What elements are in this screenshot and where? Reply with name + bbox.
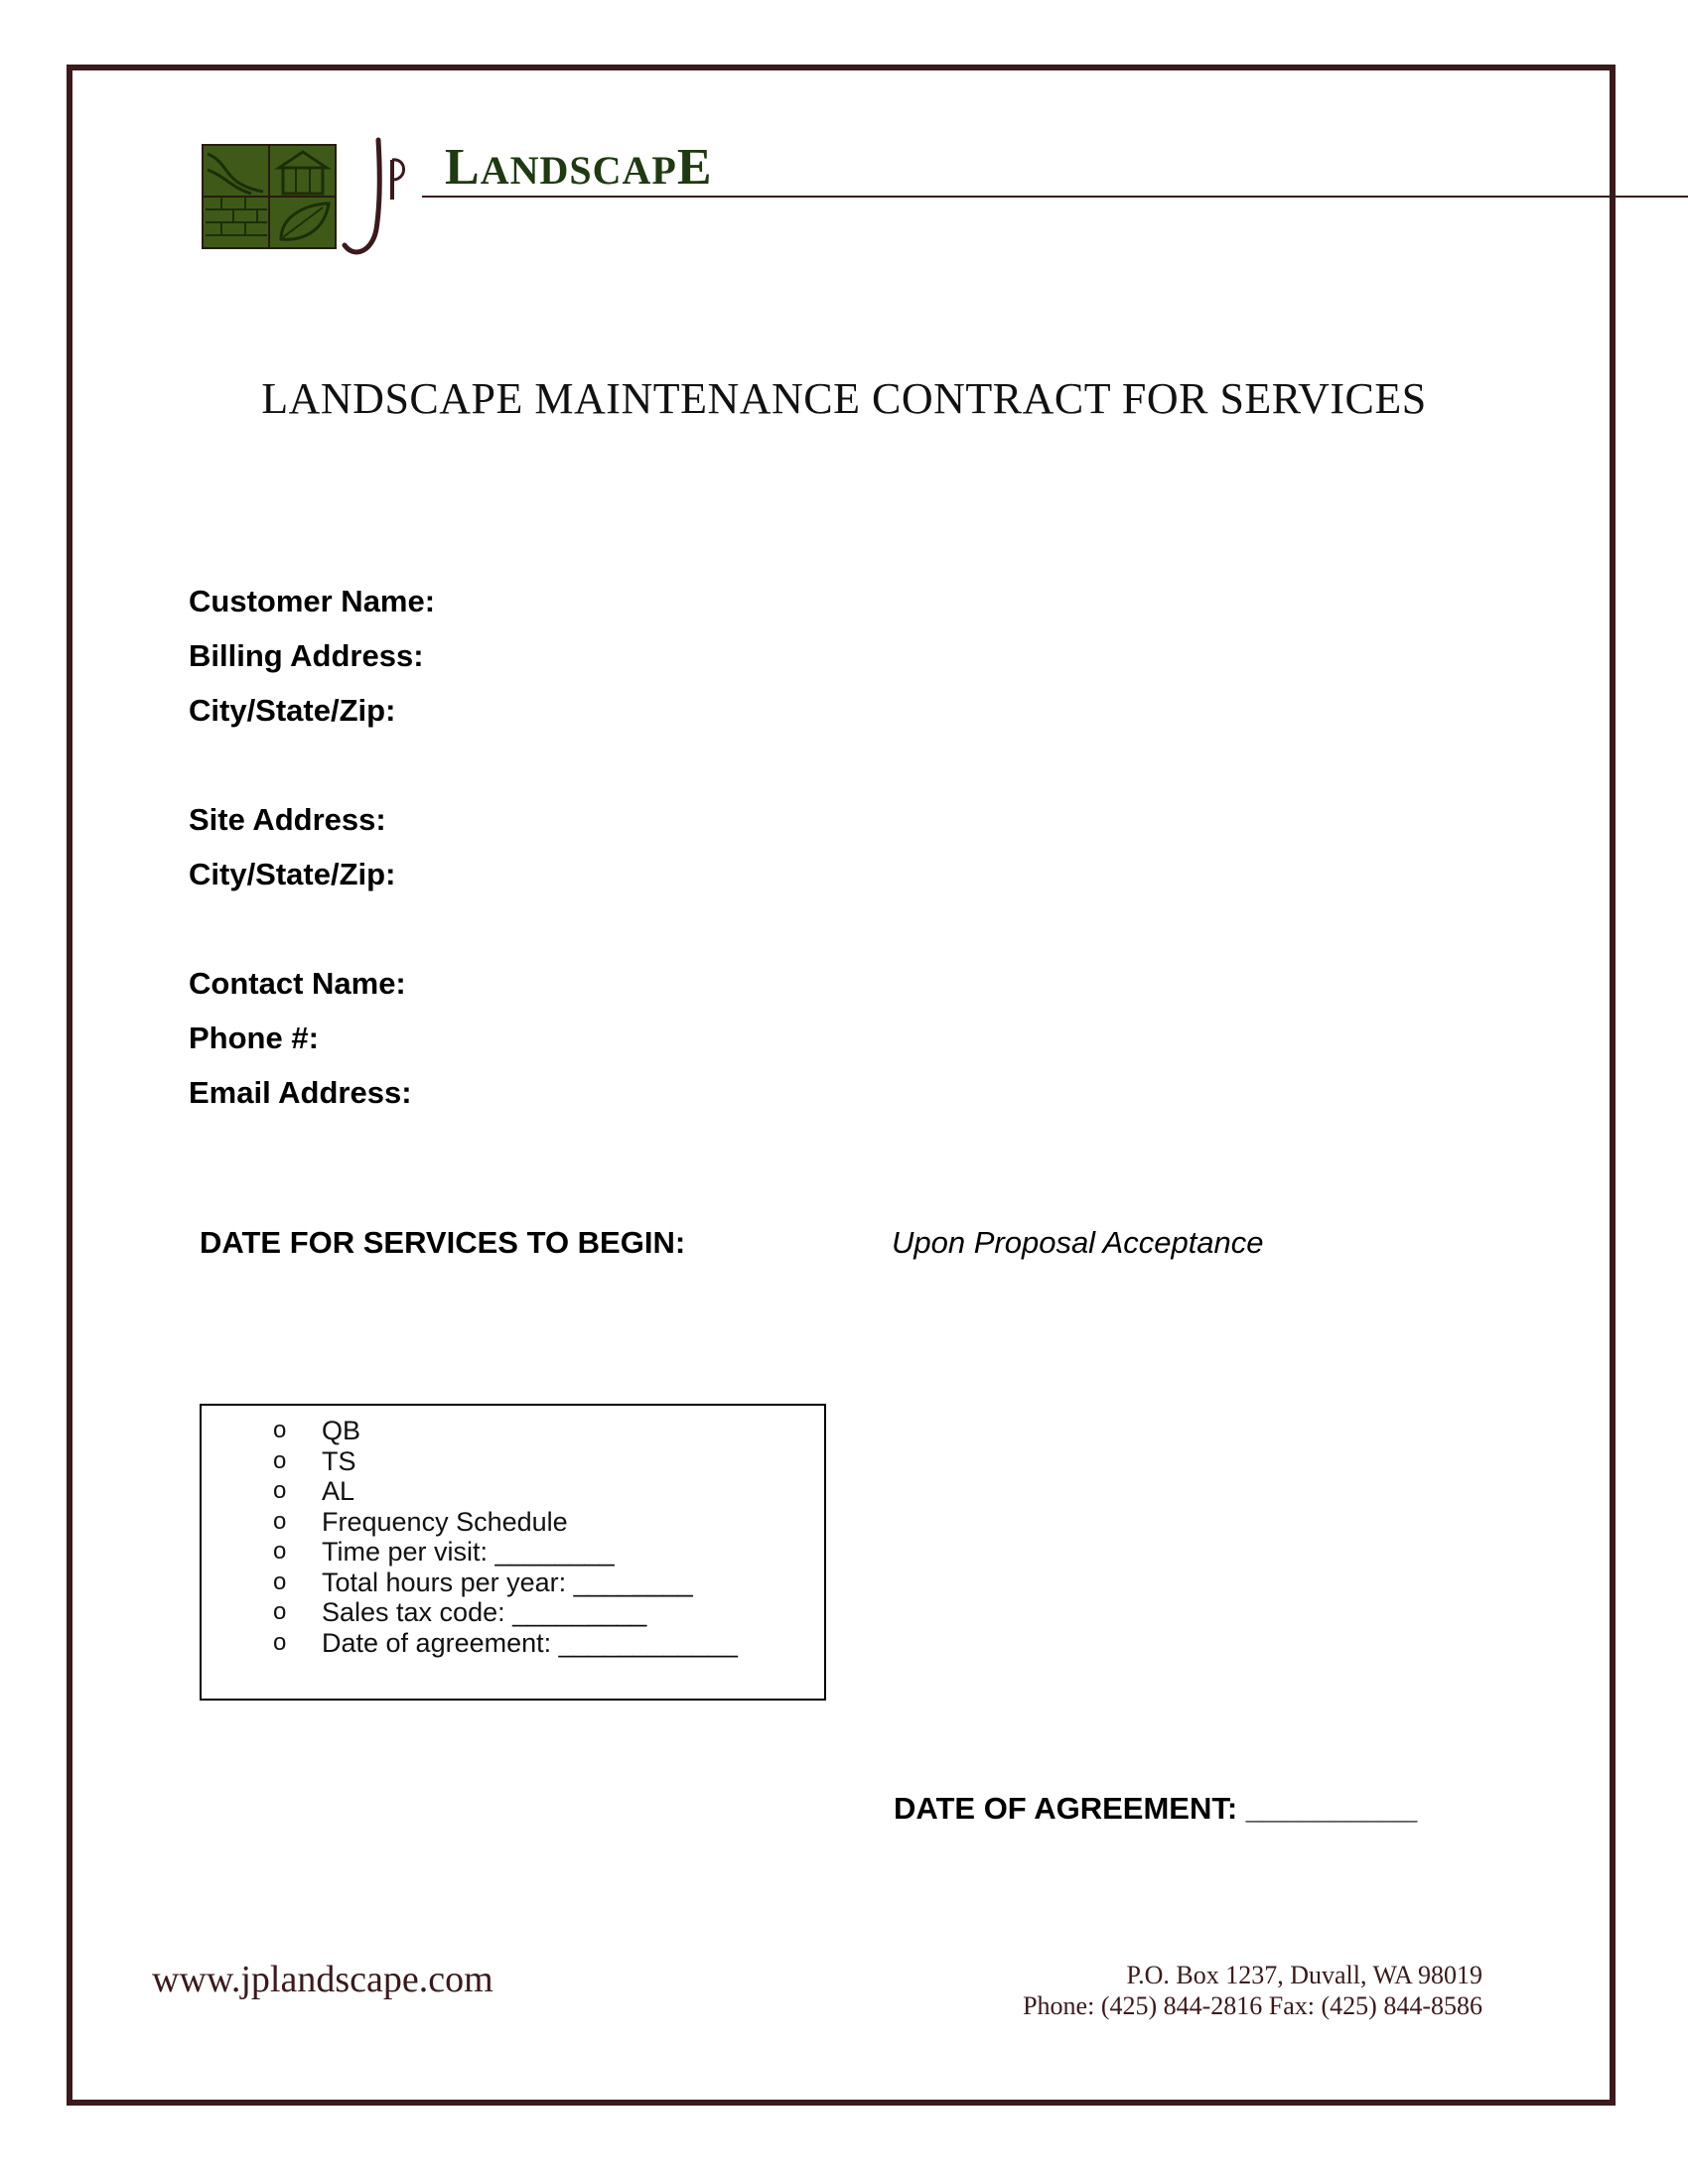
checklist-item-text: AL: [322, 1476, 355, 1506]
bullet-icon: o: [273, 1628, 287, 1656]
bullet-icon: o: [273, 1417, 287, 1443]
website-link[interactable]: www.jplandscape.com: [152, 1959, 493, 2000]
checklist-item-text: TS: [322, 1445, 356, 1476]
checklist-item-text: Frequency Schedule: [322, 1506, 568, 1537]
site-city-state-zip-label: City/State/Zip:: [189, 857, 396, 891]
checklist-item-text: Total hours per year: ________: [322, 1567, 693, 1597]
customer-name-label: Customer Name:: [189, 584, 436, 618]
site-address-label: Site Address:: [189, 802, 386, 837]
bullet-icon: o: [273, 1568, 287, 1595]
page-title: LANDSCAPE MAINTENANCE CONTRACT FOR SERVICES: [261, 374, 1427, 423]
bullet-icon: o: [273, 1477, 287, 1504]
company-address: [1023, 1960, 1482, 2021]
date-of-agreement: DATE OF AGREEMENT: __________: [894, 1791, 1418, 1826]
postal-address: P.O. Box 1237, Duvall, WA 98019: [1126, 1961, 1482, 1989]
logo-jp-mark-icon: [341, 134, 410, 263]
company-logo: [202, 134, 1494, 263]
billing-city-state-zip-label: City/State/Zip:: [189, 693, 396, 728]
checklist-item-text: Sales tax code: _________: [322, 1597, 647, 1627]
services-begin-label: DATE FOR SERVICES TO BEGIN:: [200, 1225, 686, 1260]
office-checklist-box: [200, 1404, 826, 1701]
bullet-icon: o: [273, 1538, 287, 1565]
phone-fax: Phone: (425) 844-2816 Fax: (425) 844-8586: [1023, 1991, 1482, 2020]
bullet-icon: o: [273, 1446, 287, 1474]
logo-tiles-icon: [202, 144, 337, 249]
bullet-icon: o: [273, 1507, 287, 1535]
bullet-icon: o: [273, 1598, 287, 1625]
phone-label: Phone #:: [189, 1021, 319, 1055]
checklist-item-text: Time per visit: ________: [322, 1537, 615, 1567]
checklist-item-text: Date of agreement: ____________: [322, 1627, 738, 1658]
contact-name-label: Contact Name:: [189, 966, 406, 1001]
email-address-label: Email Address:: [189, 1075, 412, 1110]
billing-address-label: Billing Address:: [189, 638, 424, 673]
services-begin-value: Upon Proposal Acceptance: [892, 1225, 1264, 1260]
checklist-item-text: QB: [322, 1416, 361, 1445]
logo-wordmark: LANDSCAPE: [445, 139, 713, 196]
